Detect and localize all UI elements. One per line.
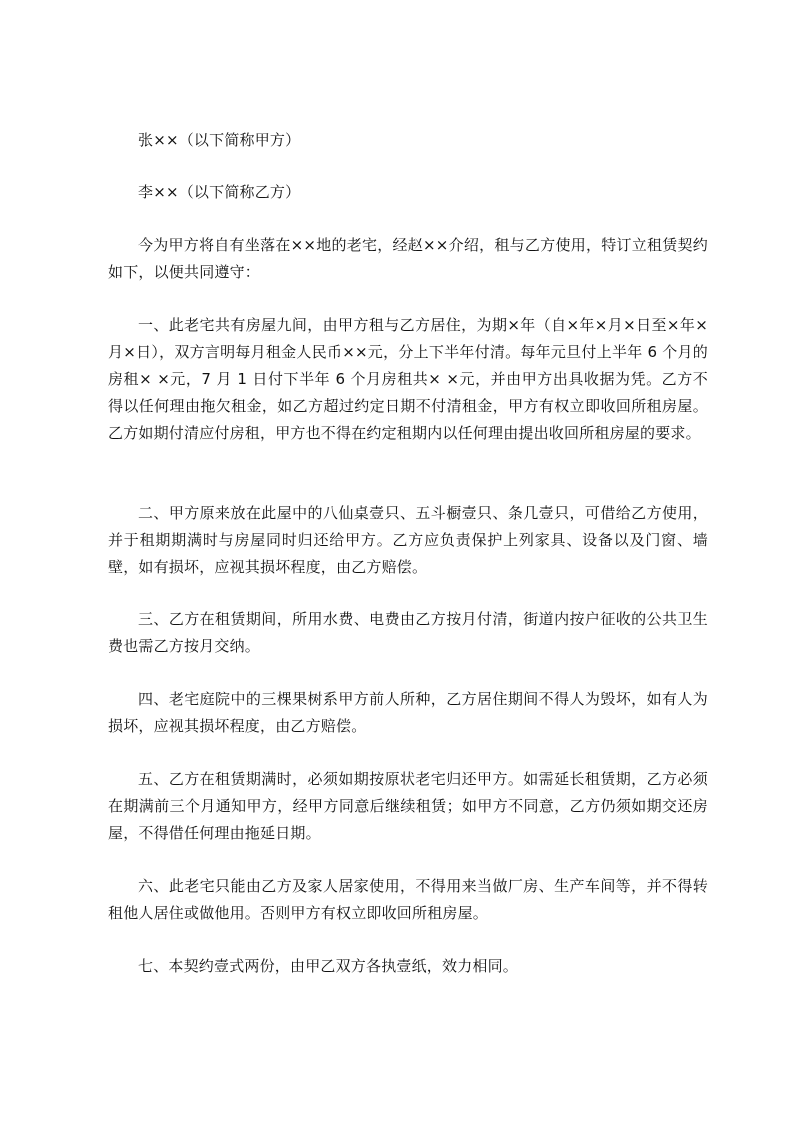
clause-7: 七、本契约壹式两份，由甲乙双方各执壹纸，效力相同。 (138, 957, 519, 975)
party-b-line: 李××（以下简称乙方） (138, 183, 301, 201)
clause-2: 二、甲方原来放在此屋中的八仙桌壹只、五斗橱壹只、条几壹只，可借给乙方使用，并于租期期满时与房屋同时归还给甲方。乙方应负责保护上列家具、设备以及门窗、墙壁，如有损坏，应视其损坏程度，由乙方赔偿。 (108, 504, 708, 576)
clause-3: 三、乙方在租赁期间，所用水费、电费由乙方按月付清，街道内按户征收的公共卫生费也需乙方按月交纳。 (108, 610, 708, 655)
clause-4: 四、老宅庭院中的三棵果树系甲方前人所种，乙方居住期间不得人为毁坏，如有人为损坏，应视其损坏程度，由乙方赔偿。 (108, 690, 708, 735)
clause-6: 六、此老宅只能由乙方及家人居家使用，不得用来当做厂房、生产车间等，并不得转租他人居住或做他用。否则甲方有权立即收回所租房屋。 (108, 877, 708, 922)
party-a-line: 张××（以下简称甲方） (138, 131, 301, 149)
clause-1: 一、此老宅共有房屋九间，由甲方租与乙方居住，为期×年（自×年×月×日至×年×月×日），双方言明每月租金人民币××元，分上下半年付清。每年元旦付上半年 6 个月的房租× ×元，7 月 1 日付下半年 6 个月房租共× ×元，并由甲方出具收据为凭。乙方不得以任何理由拖欠租金，如乙方超过约定日期不付清租金，甲方有权立即收回所租房屋。乙方如期付清应付房租，甲方也不得在约定租期内以任何理由提出收回所租房屋的要求。 (108, 316, 708, 442)
intro-paragraph: 今为甲方将自有坐落在××地的老宅，经赵××介绍，租与乙方使用，特订立租赁契约如下，以便共同遵守： (108, 236, 708, 281)
clause-5: 五、乙方在租赁期满时，必须如期按原状老宅归还甲方。如需延长租赁期，乙方必须在期满前三个月通知甲方，经甲方同意后继续租赁；如甲方不同意，乙方仍须如期交还房屋，不得借任何理由拖延日期。 (108, 770, 708, 842)
